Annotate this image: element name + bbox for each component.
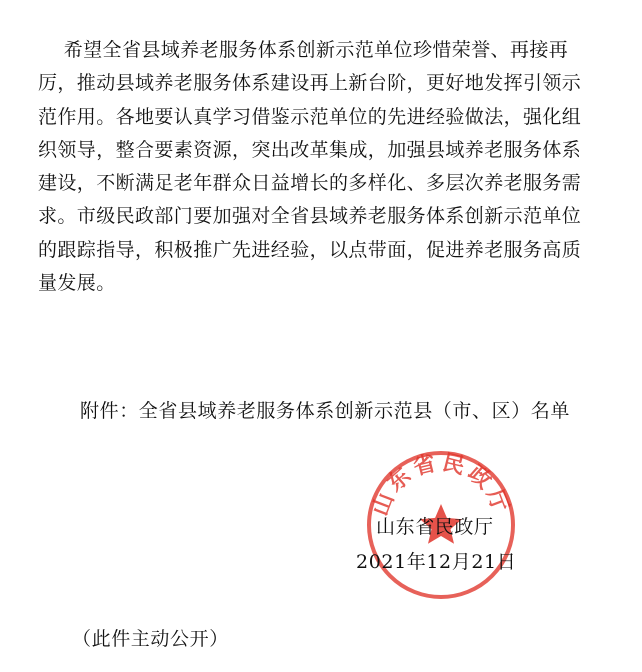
body-line: 希望全省县域养老服务体系创新示范单位珍惜荣誉、再接再 — [38, 39, 569, 61]
body-paragraph — [38, 34, 620, 300]
body-line: 求。市级民政部门要加强对全省县域养老服务体系创新示范单位 — [38, 205, 582, 228]
issuer-name: 山东省民政厅 — [376, 516, 494, 538]
body-line: 织领导，整合要素资源，突出改革集成，加强县域养老服务体系 — [38, 138, 582, 161]
body-line: 厉，推动县域养老服务体系建设再上新台阶，更好地发挥引领示 — [38, 72, 582, 95]
body-line: 范作用。各地要认真学习借鉴示范单位的先进经验做法，强化组 — [38, 105, 582, 128]
body-line: 量发展。 — [38, 272, 116, 295]
disclosure-note: （此件主动公开） — [72, 628, 229, 650]
issue-date: 2021年12月21日 — [356, 551, 517, 573]
body-line: 建设，不断满足老年群众日益增长的多样化、多层次养老服务需 — [38, 172, 582, 195]
seal-text-path: 山东省民政厅 — [367, 449, 515, 520]
body-line: 的跟踪指导，积极推广先进经验，以点带面，促进养老服务高质 — [38, 238, 582, 261]
attachment-line: 附件：全省县域养老服务体系创新示范县（市、区）名单 — [80, 400, 571, 422]
